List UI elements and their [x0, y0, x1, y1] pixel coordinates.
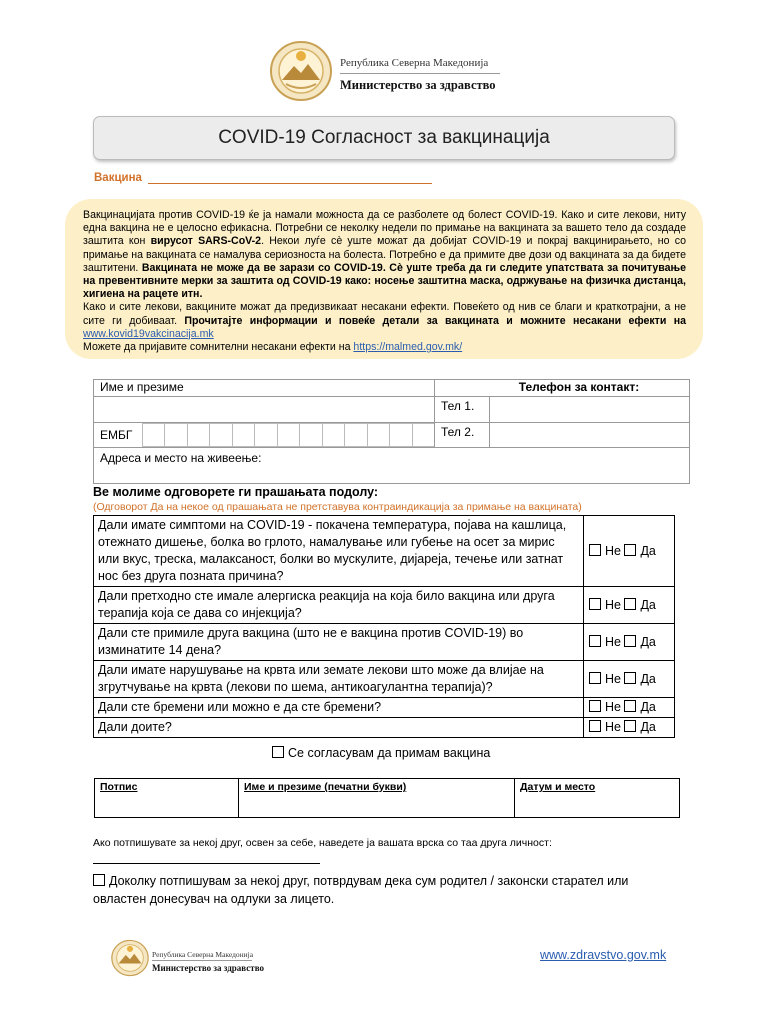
tel2-field[interactable]	[490, 423, 690, 448]
tel1-label: Тел 1.	[435, 397, 490, 423]
embg-label: ЕМБГ	[100, 427, 133, 442]
yes-checkbox[interactable]	[624, 635, 636, 647]
question-row: Дали сте примиле друга вакцина (што не е вакцина против COVID-19) во изминатите 14 дена? Не Да	[94, 624, 675, 661]
embg-digit[interactable]	[187, 424, 209, 447]
header-ministry: Министерство за здравство	[340, 78, 496, 92]
no-checkbox[interactable]	[589, 544, 601, 556]
consent-checkbox[interactable]	[272, 746, 284, 758]
malmed-link[interactable]: https://malmed.gov.mk/	[353, 341, 463, 354]
signature-label: Потпис	[100, 781, 138, 793]
embg-digit[interactable]	[277, 424, 299, 447]
personal-data-table	[93, 379, 690, 484]
question-text: Дали имате симптоми на COVID-19 - покачена температура, појава на кашлица, отежнато дишење, болка во грлото, намалување или губење на осет за мирис или вкус, треска, малаксаност, болки во мускулите, дијареја, течење или затнат нос без друга позната причина?	[94, 516, 584, 587]
no-checkbox[interactable]	[589, 635, 601, 647]
relationship-field-line[interactable]	[93, 863, 320, 864]
footer-website-link[interactable]: www.zdravstvo.gov.mk	[540, 948, 667, 962]
question-row: Дали доите? Не Да	[94, 718, 675, 738]
embg-digit[interactable]	[232, 424, 254, 447]
consent-label: Се согласувам да примам вакцина	[288, 746, 491, 760]
question-text: Дали сте бремени или можно е да сте бремени?	[94, 698, 584, 718]
yes-checkbox[interactable]	[624, 598, 636, 610]
vaccination-info-link[interactable]: www.kovid19vakcinacija.mk	[83, 327, 214, 340]
vaccine-label: Вакцина	[94, 172, 142, 184]
footer-divider	[152, 960, 252, 961]
behalf-text: Ако потпишувате за некој друг, освен за себе, наведете ја вашата врска со таа друга личност:	[93, 837, 552, 849]
no-checkbox[interactable]	[589, 700, 601, 712]
print-name-field[interactable]	[239, 779, 515, 818]
print-name-label: Име и презиме (печатни букви)	[244, 781, 407, 793]
footer-emblem	[110, 938, 150, 978]
question-text: Дали претходно сте имале алергиска реакција на која било вакцина или друга терапија која се дава со инјекција?	[94, 587, 584, 624]
questions-table	[93, 515, 675, 738]
guardian-statement	[93, 872, 673, 908]
embg-digit[interactable]	[165, 424, 187, 447]
address-label: Адреса и место на живеење:	[100, 451, 262, 465]
guardian-checkbox[interactable]	[93, 874, 105, 886]
question-text: Дали имате нарушување на крвта или земате лекови што може да влијае на згрутчување на крвта (лекови по шема, антикоагулантна терапија)?	[94, 661, 584, 698]
questions-note: (Одговорот Да на некое од прашањата не претставува контраиндикација за примање на вакцината)	[93, 501, 582, 513]
guardian-text: Доколку потпишувам за некој друг, потврдувам дека сум родител / законски старател или овластен донесувач на одлуки за лицето.	[93, 874, 629, 906]
question-text: Дали доите?	[94, 718, 584, 738]
embg-digit[interactable]	[345, 424, 367, 447]
no-checkbox[interactable]	[589, 720, 601, 732]
question-row: Дали сте бремени или можно е да сте бремени? Не Да	[94, 698, 675, 718]
header-republic: Република Северна Македонија	[340, 57, 489, 69]
embg-digit[interactable]	[322, 424, 344, 447]
questions-heading: Ве молиме одговорете ги прашањата подолу:	[93, 485, 379, 499]
embg-digit[interactable]	[367, 424, 389, 447]
date-place-field[interactable]	[515, 779, 680, 818]
signature-table	[94, 778, 680, 818]
question-row: Дали имате нарушување на крвта или земате лекови што може да влијае на згрутчување на крвта (лекови по шема, антикоагулантна терапија)? Не Да	[94, 661, 675, 698]
header-divider	[340, 73, 500, 74]
embg-digit[interactable]	[210, 424, 232, 447]
no-checkbox[interactable]	[589, 672, 601, 684]
yes-checkbox[interactable]	[624, 544, 636, 556]
vaccine-field-line[interactable]	[148, 183, 432, 184]
coat-of-arms-emblem	[268, 40, 334, 102]
footer-republic: Република Северна Македонија	[152, 950, 254, 959]
info-text: Вакцинацијата против COVID-19 ќе ја намали можноста да се разболете од болест COVID-19. Како и сите лекови, ниту една вакцина не е целосно ефикасна. Потребни се неколку недели по примање на вакцината за вашето тело да создаде заштита кон вирусот SARS-CoV-2. Некои луѓе сè уште можат да добијат COVID-19 и покрај вакцинирањето, но со примање на вакцината се намалува сериозноста на болеста. Потребно е да примите две дози од вакцината за да бидете заштитени. Вакцината не може да ве зарази со COVID-19. Сè уште треба да ги следите упатствата за почитување на превентивните мерки за заштита од COVID-19 како: носење заштитна маска, одржување на физичка дистанца, хигиена на рацете итн. Како и сите лекови, вакцините можат да предизвикаат несакани ефекти. Повеќето од нив се благи и краткотрајни, а не сите ги добиваат. Прочитајте информации и повеќе детали за вакцината и можните несакани ефекти на www.kovid19vakcinacija.mk Можете да пријавите сомнителни несакани ефекти на https://malmed.gov.mk/	[83, 209, 687, 354]
yes-checkbox[interactable]	[624, 672, 636, 684]
no-checkbox[interactable]	[589, 598, 601, 610]
tel2-label: Тел 2.	[435, 423, 490, 448]
embg-digit[interactable]	[300, 424, 322, 447]
address-field[interactable]	[94, 448, 690, 484]
page-title: COVID-19 Согласност за вакцинација	[93, 116, 675, 160]
name-label: Име и презиме	[94, 380, 435, 397]
embg-digit[interactable]	[255, 424, 277, 447]
question-text: Дали сте примиле друга вакцина (што не е вакцина против COVID-19) во изминатите 14 дена?	[94, 624, 584, 661]
date-place-label: Датум и место	[520, 781, 596, 793]
tel1-field[interactable]	[490, 397, 690, 423]
embg-digit[interactable]	[143, 424, 165, 447]
consent-line	[272, 746, 490, 760]
name-field[interactable]	[94, 397, 435, 423]
footer-ministry: Министерство за здравство	[152, 963, 264, 973]
yes-checkbox[interactable]	[624, 720, 636, 732]
embg-digit[interactable]	[412, 424, 434, 447]
question-row: Дали имате симптоми на COVID-19 - покачена температура, појава на кашлица, отежнато дишење, болка во грлото, намалување или губење на осет за мирис или вкус, треска, малаксаност, болки во мускулите, дијареја, течење или затнат нос без друга позната причина? Не Да	[94, 516, 675, 587]
embg-digit[interactable]	[390, 424, 412, 447]
phone-label: Телефон за контакт:	[435, 380, 690, 397]
question-row: Дали претходно сте имале алергиска реакција на која било вакцина или друга терапија која се дава со инјекција? Не Да	[94, 587, 675, 624]
yes-checkbox[interactable]	[624, 700, 636, 712]
signature-field[interactable]	[95, 779, 239, 818]
